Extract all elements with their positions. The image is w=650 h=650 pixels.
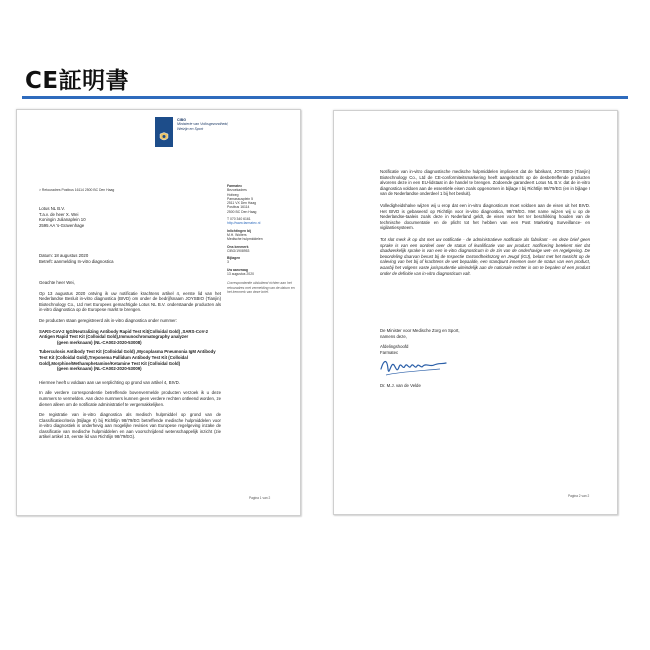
sidebar-org: Farmatec (227, 184, 243, 188)
page-number: Pagina 1 van 2 (249, 496, 271, 500)
sidebar-correspondence-note: Correspondentie uitsluitend richten aan het retouradres met vermelding van de datum en het kenmerk van deze brief. (227, 281, 295, 294)
logo-line-1: Ministerie van Volksgezondheid, (177, 122, 229, 127)
title-underline (22, 96, 628, 99)
recipient-line: Koningin Julianaplein 10 (39, 217, 86, 223)
body-paragraph: Volledigheidshalve wijzen wij u erop dat een in-vitro diagnosticum moet voldoen aan de eisen uit het BIVD. Het BIVD is gebaseerd op Richtlijn voor in-vitro diagnostica, 98/79/EG. Met name wijzen wij u op de Nederlandse-taaleis zoals deze in Nederland geldt, de eisen voor het ter beschikking houden van de technische documentatie en de plicht tot het hebben van een Post Marketing Surveillance- en vigilantiesysteem. (380, 202, 590, 231)
body-paragraph: De producten staan geregistreerd als in-vitro diagnostica onder nummer: (39, 317, 178, 323)
closing-line: Afdelingshoofd (380, 344, 409, 350)
letter-date: Datum: 18 augustus 2020 (39, 253, 89, 258)
closing-line: De Minister voor Medische Zorg en Sport, (380, 328, 460, 333)
product-number-b: (geen merknaam) (NL-CA002-2020-53009) (57, 366, 142, 372)
product-list-b: Tuberculosis Antibody Test Kit (Colloidal Gold) ,Mycoplasma Pneumonia IgM Antibody Test Kit (Colloidal Gold),Treponema Pallidum Antibody Test Kit (Colloidal Gold),Morphine/Methamphetamine/Ketamine Test Kit (Colloidal Gold) (39, 349, 216, 366)
sidebar-address-line: 2500 BC Den Haag (227, 209, 257, 214)
sidebar-address-line: Parnassusplein 5 (227, 196, 254, 201)
coat-of-arms-icon (159, 132, 169, 142)
letter-meta (39, 253, 199, 264)
page-number: Pagina 2 van 2 (568, 494, 590, 498)
logo-abbr: CIBG (177, 118, 186, 122)
greeting: Geachte heer Wei, (39, 280, 75, 285)
body-paragraph: Hiermee heeft u voldaan aan uw verplichting op grond van artikel 4, BIVD. (39, 379, 180, 385)
sidebar-address-line: Hofweg (227, 192, 239, 197)
sidebar-our-ref-label: Ons kenmerk (227, 244, 249, 249)
sidebar-your-letter-label: Uw aanvraag (227, 267, 248, 272)
signature-image (378, 355, 450, 381)
body-paragraph: Op 13 augustus 2020 ontving ik uw notificatie krachtens artikel 4, eerste lid van het Nederlandse Besluit in-vitro diagnostica (BIVD) om onder de bedrijfsnaam JOYSBIO (Tianjin) Biotechnology Co., Ltd met Europees gemachtigde Lotus NL B.V. onderstaande producten als in-vitro diagnostica op de Europese markt te brengen. (39, 290, 221, 313)
certificate-page-1 (16, 109, 301, 516)
sidebar-contact-name: M.H. Wolters (227, 232, 247, 237)
sidebar-address-line: Postbus 16114 (227, 205, 250, 210)
recipient-line: Lotus NL B.V. (39, 206, 65, 211)
sidebar-address-line: 2511 VX Den Haag (227, 201, 256, 206)
body-paragraph: In alle verdere correspondentie betreffende bovenvermelde producten verzoek ik u deze nummers te vermelden. Aan deze nummers kunnen geen verdere rechten ontleend worden, ze dienen alleen om de notificatie administratief te vergemakkelijken. (39, 390, 221, 407)
sidebar-phone: T 070 340 6161 (227, 217, 251, 222)
return-address: > Retouradres Postbus 16114 2500 BC Den Haag (39, 188, 115, 192)
logo-line-2: Welzijn en Sport (177, 126, 204, 131)
sidebar-your-letter: 13 augustus 2020 (227, 272, 254, 277)
ministry-logo-text (177, 118, 228, 131)
letter-sidebar (227, 184, 295, 294)
letter-subject: Betreft: aanmelding In-vitro diagnostica (39, 258, 114, 264)
closing-line: Farmatec (380, 349, 399, 355)
sidebar-web-link[interactable]: http://www.farmatec.nl (227, 221, 261, 226)
sidebar-contact-label: Inlichtingen bij (227, 228, 251, 233)
signer-name: Dr. M.J. van de Velde (380, 383, 421, 388)
product-number-a: (geen merknaam) (NL-CA002-2020-53008) (57, 339, 142, 345)
sidebar-contact-line: Medische hulpmiddelen (227, 237, 263, 242)
sidebar-our-ref: CIBG/1908953 (227, 248, 250, 253)
sidebar-attachments: 3 (227, 260, 229, 265)
sidebar-address-line: Bezoekadres (227, 188, 247, 193)
body-paragraph: Notificatie van in-vitro diagnostische medische hulpmiddelen impliceert dat de fabrikant, JOYSBIO (Tianjin) Biotechnology Co., Ltd de CE-conformiteitsmarkering heeft aangebracht op de desbetreffende producten alvorens deze in een EU-lidstaat in de handel te brengen. Zodoende garandeert Lotus NL B.V. dat de in-vitro diagnostica voldoen aan de essentiële eisen zoals opgenomen in bijlage I bij Richtlijn 98/79/EG (en in bijlage I van de Nederlandse onderdeel 1 bij het besluit). (380, 169, 590, 197)
closing-block (380, 328, 540, 355)
recipient-block (39, 206, 179, 228)
closing-line: namens deze, (380, 333, 407, 339)
letter-body-page-2 (380, 169, 590, 276)
body-paragraph: Tot slot merk ik op dat met uw notificatie - de administratieve notificatie als fabrikant - en deze brief geen sprake is van een oordeel over de status of kwalificatie van uw product: notificering betekent niet dat daadwerkelijk sprake is van een in-vitro diagnosticum in de zin van de onderhavige wet- en regelgeving. De beoordeling daarvan berust bij de Inspectie Gezondheidszorg en Jeugd (IGJ), belast met het toezicht op de naleving van het bij of krachtens de wet bepaalde, een standpunt innemen over de status van een product, waarbij het volgens vaste jurisprudentie uiteindelijk aan de nationale rechter is om te bepalen of een product onder de definitie van in-vitro diagnosticum valt. (380, 236, 590, 276)
product-list-a: SARS-CoV-2 IgG/Neutralizing Antibody Rapid Test Kit(Colloidal Gold) ,SARS-CoV-2 Antigen Rapid Test Kit (Colloidal Gold),Immunochromatography analyzer (39, 328, 209, 340)
recipient-line: 2595 AA 's-Gravenhage (39, 222, 85, 228)
recipient-line: T.a.v. de heer X. Wei (39, 211, 79, 217)
page-title: CE証明書 (25, 68, 130, 94)
certificate-page-2 (333, 110, 618, 515)
body-paragraph: De registratie van in-vitro diagnostica als medisch hulpmiddel op grond van de Classificatiecriteria (Bijlage II) bij Richtlijn 98/79/EG betreffende medische hulpmiddelen voor in-vitro diagnostiek is onderhevig aan mogelijke revisies van Europese regelgeving inzake de classificatie van medische hulpmiddelen en aan voorschrijdend wetenschappelijk inzicht (zie artikel artikel 10, eerste lid van Richtlijn 98/79/EG). (39, 412, 221, 440)
letter-body (39, 280, 221, 440)
sidebar-attachments-label: Bijlagen (227, 256, 241, 261)
